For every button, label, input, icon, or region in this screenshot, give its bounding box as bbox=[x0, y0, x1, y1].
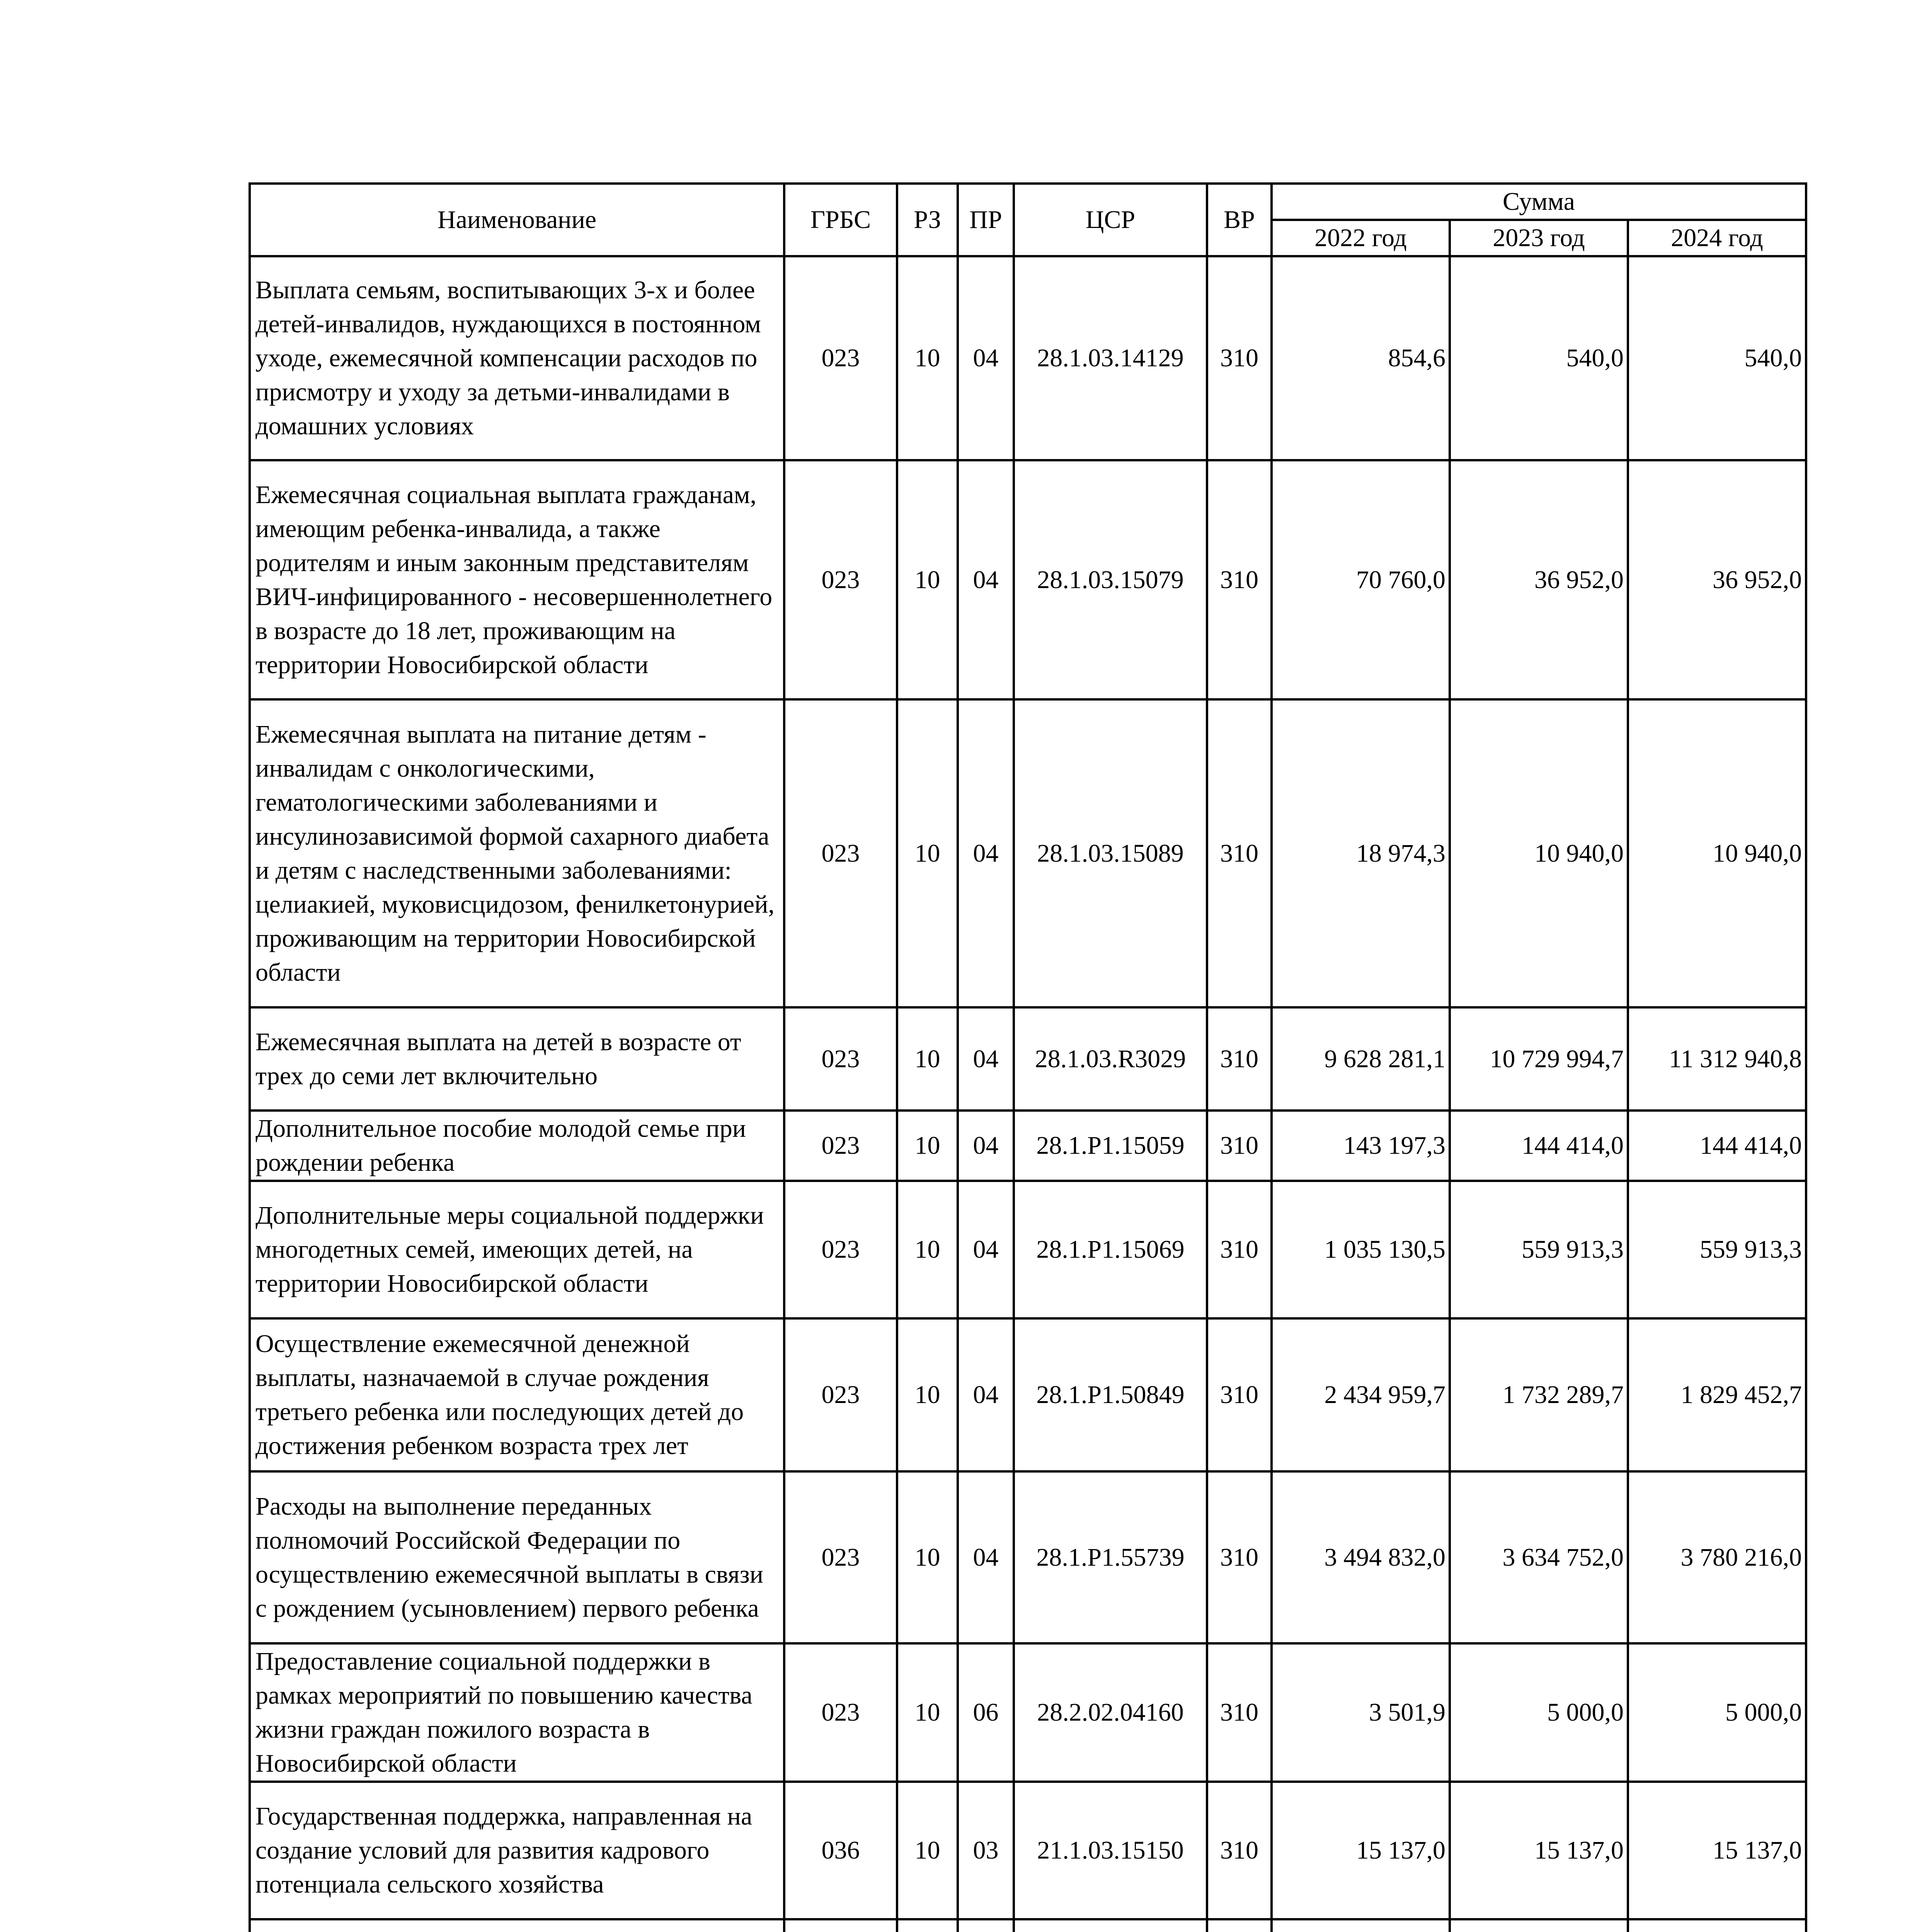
header-grbs: ГРБС bbox=[784, 184, 897, 256]
row-grbs: 036 bbox=[784, 1782, 897, 1919]
row-csr: 28.1.03.15079 bbox=[1014, 460, 1207, 699]
row-csr: 28.2.02.04160 bbox=[1014, 1643, 1207, 1782]
table-row bbox=[250, 460, 1806, 699]
row-amount-2024: 36 952,0 bbox=[1628, 460, 1806, 699]
row-grbs: 023 bbox=[784, 460, 897, 699]
row-name: Дополнительное пособие молодой семье при рождении ребенка bbox=[250, 1111, 784, 1181]
row-vr: 310 bbox=[1207, 1318, 1272, 1471]
row-csr: 28.1.03.R3029 bbox=[1014, 1007, 1207, 1111]
row-amount-2023: 540,0 bbox=[1450, 256, 1628, 460]
table-row bbox=[250, 1111, 1806, 1181]
header-pr: ПР bbox=[958, 184, 1014, 256]
row-amount-2023: 144 414,0 bbox=[1450, 1111, 1628, 1181]
row-grbs: 023 bbox=[784, 1007, 897, 1111]
row-grbs: 023 bbox=[784, 1111, 897, 1181]
row-name: Предоставление социальной поддержки в рамках мероприятий по повышению качества жизни граждан пожилого возраста в Новосибирской области bbox=[250, 1643, 784, 1782]
row-rz: 10 bbox=[897, 1181, 958, 1318]
row-amount-2022: 18 974,3 bbox=[1272, 699, 1450, 1007]
row-pr: 03 bbox=[958, 1782, 1014, 1919]
row-vr: 310 bbox=[1207, 1782, 1272, 1919]
row-amount-2022: 3 501,9 bbox=[1272, 1643, 1450, 1782]
row-csr: 28.1.P1.50849 bbox=[1014, 1318, 1207, 1471]
row-amount-2024: 15 137,0 bbox=[1628, 1782, 1806, 1919]
row-name: Выплата семьям, воспитывающих 3-х и более детей-инвалидов, нуждающихся в постоянном уходе, ежемесячной компенсации расходов по присмотру и уходу за детьми-инвалидами в домашних условиях bbox=[250, 256, 784, 460]
row-amount-2024: 10 940,0 bbox=[1628, 699, 1806, 1007]
row-amount-2022: 15 137,0 bbox=[1272, 1782, 1450, 1919]
row-rz: 10 bbox=[897, 699, 958, 1007]
row-csr: 21.1.03.15150 bbox=[1014, 1782, 1207, 1919]
row-vr: 310 bbox=[1207, 1111, 1272, 1181]
row-amount-2022: 3 494 832,0 bbox=[1272, 1471, 1450, 1643]
row-amount-2024: 5 000,0 bbox=[1628, 1643, 1806, 1782]
row-amount-2023: 5 000,0 bbox=[1450, 1643, 1628, 1782]
row-amount-2024: 559 913,3 bbox=[1628, 1181, 1806, 1318]
row-amount-2022: 1 035 130,5 bbox=[1272, 1181, 1450, 1318]
row-amount-2023: 36 952,0 bbox=[1450, 460, 1628, 699]
row-grbs: 023 bbox=[784, 1471, 897, 1643]
row-pr: 04 bbox=[958, 1111, 1014, 1181]
row-rz: 10 bbox=[897, 1471, 958, 1643]
row-grbs bbox=[784, 1919, 897, 1932]
row-name: Ежемесячная выплата на детей в возрасте от трех до семи лет включительно bbox=[250, 1007, 784, 1111]
table-row bbox=[250, 1782, 1806, 1919]
row-vr: 310 bbox=[1207, 1471, 1272, 1643]
row-rz: 10 bbox=[897, 1318, 958, 1471]
header-rz: РЗ bbox=[897, 184, 958, 256]
row-rz: 10 bbox=[897, 256, 958, 460]
table-body bbox=[250, 256, 1806, 1932]
row-pr bbox=[958, 1919, 1014, 1932]
row-amount-2024: 11 312 940,8 bbox=[1628, 1007, 1806, 1111]
row-vr: 310 bbox=[1207, 699, 1272, 1007]
row-rz: 10 bbox=[897, 1111, 958, 1181]
row-amount-2023: 3 634 752,0 bbox=[1450, 1471, 1628, 1643]
row-name bbox=[250, 1919, 784, 1932]
row-vr: 310 bbox=[1207, 460, 1272, 699]
row-rz: 10 bbox=[897, 1643, 958, 1782]
row-grbs: 023 bbox=[784, 1181, 897, 1318]
row-amount-2023: 10 729 994,7 bbox=[1450, 1007, 1628, 1111]
row-amount-2022 bbox=[1272, 1919, 1450, 1932]
row-vr: 310 bbox=[1207, 1643, 1272, 1782]
row-csr bbox=[1014, 1919, 1207, 1932]
table-row bbox=[250, 256, 1806, 460]
row-amount-2022: 70 760,0 bbox=[1272, 460, 1450, 699]
row-csr: 28.1.03.15089 bbox=[1014, 699, 1207, 1007]
row-pr: 04 bbox=[958, 1471, 1014, 1643]
row-pr: 06 bbox=[958, 1643, 1014, 1782]
table-row bbox=[250, 1007, 1806, 1111]
table-row bbox=[250, 1643, 1806, 1782]
header-sum: Сумма bbox=[1272, 184, 1806, 220]
row-csr: 28.1.03.14129 bbox=[1014, 256, 1207, 460]
row-amount-2023: 10 940,0 bbox=[1450, 699, 1628, 1007]
row-vr: 310 bbox=[1207, 1007, 1272, 1111]
row-grbs: 023 bbox=[784, 1318, 897, 1471]
budget-table bbox=[249, 182, 1807, 1932]
row-rz bbox=[897, 1919, 958, 1932]
table-row bbox=[250, 1471, 1806, 1643]
row-grbs: 023 bbox=[784, 699, 897, 1007]
table-row bbox=[250, 1318, 1806, 1471]
row-rz: 10 bbox=[897, 460, 958, 699]
row-rz: 10 bbox=[897, 1007, 958, 1111]
row-amount-2022: 854,6 bbox=[1272, 256, 1450, 460]
row-csr: 28.1.P1.15059 bbox=[1014, 1111, 1207, 1181]
row-name: Ежемесячная выплата на питание детям - инвалидам с онкологическими, гематологическими заболеваниями и инсулинозависимой формой сахарного диабета и детям с наследственными заболеваниями: целиакией, муковисцидозом, фенилкетонурией, проживающим на территории Новосибирской области bbox=[250, 699, 784, 1007]
row-rz: 10 bbox=[897, 1782, 958, 1919]
table-row bbox=[250, 699, 1806, 1007]
row-name: Ежемесячная социальная выплата гражданам, имеющим ребенка-инвалида, а также родителям и иным законным представителям ВИЧ-инфицированного - несовершеннолетнего в возрасте до 18 лет, проживающим на территории Новосибирской области bbox=[250, 460, 784, 699]
row-grbs: 023 bbox=[784, 256, 897, 460]
row-pr: 04 bbox=[958, 1181, 1014, 1318]
row-pr: 04 bbox=[958, 256, 1014, 460]
header-csr: ЦСР bbox=[1014, 184, 1207, 256]
row-csr: 28.1.P1.55739 bbox=[1014, 1471, 1207, 1643]
row-amount-2023 bbox=[1450, 1919, 1628, 1932]
row-amount-2024: 144 414,0 bbox=[1628, 1111, 1806, 1181]
header-2023: 2023 год bbox=[1450, 220, 1628, 256]
row-pr: 04 bbox=[958, 1007, 1014, 1111]
row-amount-2022: 143 197,3 bbox=[1272, 1111, 1450, 1181]
row-pr: 04 bbox=[958, 1318, 1014, 1471]
row-grbs: 023 bbox=[784, 1643, 897, 1782]
header-name: Наименование bbox=[250, 184, 784, 256]
header-2022: 2022 год bbox=[1272, 220, 1450, 256]
row-name: Государственная поддержка, направленная на создание условий для развития кадрового потенциала сельского хозяйства bbox=[250, 1782, 784, 1919]
row-amount-2024: 3 780 216,0 bbox=[1628, 1471, 1806, 1643]
header-2024: 2024 год bbox=[1628, 220, 1806, 256]
row-pr: 04 bbox=[958, 699, 1014, 1007]
row-amount-2024 bbox=[1628, 1919, 1806, 1932]
row-name: Осуществление ежемесячной денежной выплаты, назначаемой в случае рождения третьего ребенка или последующих детей до достижения ребенком возраста трех лет bbox=[250, 1318, 784, 1471]
row-amount-2023: 15 137,0 bbox=[1450, 1782, 1628, 1919]
row-amount-2023: 1 732 289,7 bbox=[1450, 1318, 1628, 1471]
row-name: Расходы на выполнение переданных полномочий Российской Федерации по осуществлению ежемесячной выплаты в связи с рождением (усыновлением) первого ребенка bbox=[250, 1471, 784, 1643]
row-amount-2022: 9 628 281,1 bbox=[1272, 1007, 1450, 1111]
row-amount-2024: 1 829 452,7 bbox=[1628, 1318, 1806, 1471]
table-row bbox=[250, 1181, 1806, 1318]
row-amount-2024: 540,0 bbox=[1628, 256, 1806, 460]
header-vr: ВР bbox=[1207, 184, 1272, 256]
row-vr: 310 bbox=[1207, 256, 1272, 460]
row-amount-2023: 559 913,3 bbox=[1450, 1181, 1628, 1318]
row-amount-2022: 2 434 959,7 bbox=[1272, 1318, 1450, 1471]
row-vr bbox=[1207, 1919, 1272, 1932]
row-pr: 04 bbox=[958, 460, 1014, 699]
table-row bbox=[250, 1919, 1806, 1932]
row-csr: 28.1.P1.15069 bbox=[1014, 1181, 1207, 1318]
row-name: Дополнительные меры социальной поддержки многодетных семей, имеющих детей, на территории Новосибирской области bbox=[250, 1181, 784, 1318]
row-vr: 310 bbox=[1207, 1181, 1272, 1318]
